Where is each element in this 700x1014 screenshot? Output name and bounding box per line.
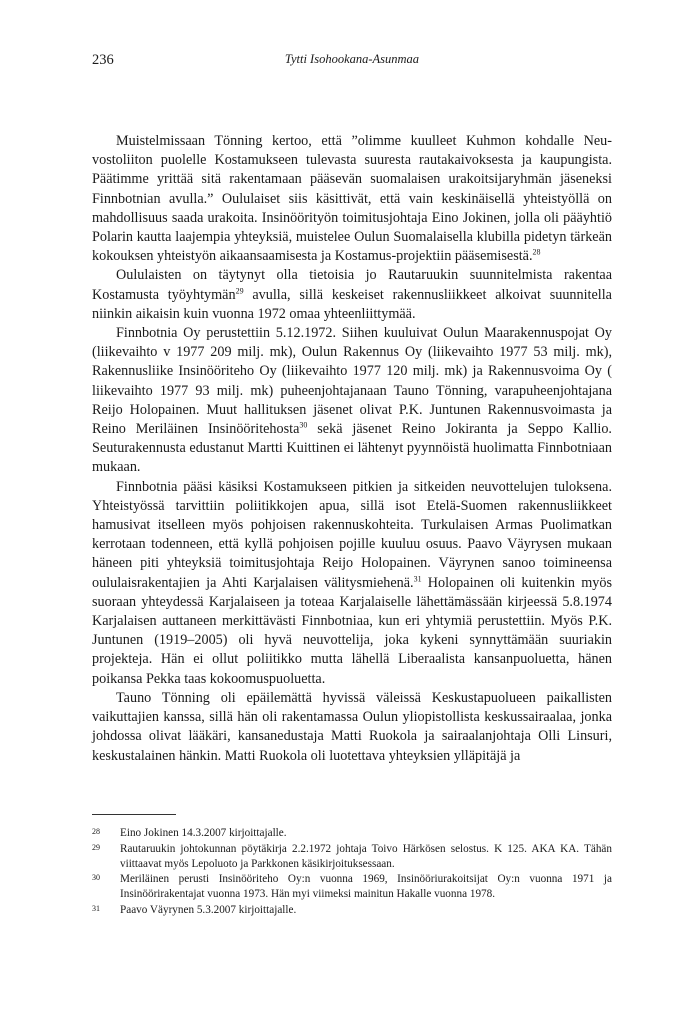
footnote-divider	[92, 814, 176, 815]
body-text	[92, 132, 612, 766]
paragraph: Muistelmissaan Tönning kertoo, että ”olimme kuulleet Kuhmon kohdalle Neuvostoliiton puolelle Kostamukseen tulevasta suuresta rautakaivoksesta ja kaupungista. Päätimme yrittää sitä rakentamaan pääsevän suomalaisen urakoitsijaryhmän jäseneksi Finnbotnian avulla.” Oululaiset siis käsittivät, että vain keskinäisellä yhteistyöllä on mahdollisuus saada urakoita. Insinöörityön toimitusjohtaja Eino Jokinen, jolla oli pääyhtiö Polarin kautta laajempia yhteyksiä, muistelee Oulun Suomalaisella klubilla pidetyn tärkeän kokouksen yhteistyön aikaansaamisesta ja Kostamus-projektiin pääsemisestä.$^{28}$	[92, 133, 612, 265]
footnotes	[92, 826, 612, 918]
paragraph: Finnbotnia Oy perustettiin 5.12.1972. Siihen kuuluivat Oulun Maarakennuspojat Oy (liikevaihto v 1977 209 milj. mk), Oulun Rakennus Oy (liikevaihto 1977 53 milj. mk), Rakennusliike Insinööriteho Oy (liikevaihto 1977 120 milj. mk) ja Rakennusvoima Oy ( liikevaihto 1977 93 milj. mk) puheenjohtajanaan Tauno Tönning, varapuheenjohtajana Reijo Holopainen. Muut hallituksen jäsenet olivat P.K. Juntunen Rakennusvoimasta ja Reino Meriläinen Insinööritehosta$^{30}$ sekä jäsenet Reino Jokiranta ja Seppo Kallio. Seuturakennusta edustanut Martti Kuittinen ei lähtenyt pyynnöistä huolimatta Finnbotniaan mukaan.	[92, 325, 612, 476]
footnote-number: 31	[92, 903, 100, 913]
footnote-ref[interactable]: 31	[413, 573, 422, 583]
footnote-ref[interactable]: 29	[235, 285, 244, 295]
paragraph: Tauno Tönning oli epäilemättä hyvissä väleissä Keskustapuolueen paikallisten vaikuttajien kanssa, sillä hän oli rakentamassa Oulun yliopistollista keskussairaalaa, jonka johdossa olivat lääkäri, kansanedustaja Matti Ruokola ja sairaalanjohtaja Olli Linsuri, keskustalainen hänkin. Matti Ruokola oli luotettava yhteyksien ylläpitäjä ja	[92, 689, 612, 764]
footnote-number: 29	[92, 842, 100, 852]
footnote	[92, 872, 612, 902]
footnote-text: Eino Jokinen 14.3.2007 kirjoittajalle.	[120, 827, 287, 839]
footnote	[92, 842, 612, 872]
running-head: Tytti Isohookana-Asunmaa	[284, 52, 420, 66]
footnote-text: Paavo Väyrynen 5.3.2007 kirjoittajalle.	[120, 903, 297, 916]
paragraph: Finnbotnia pääsi käsiksi Kostamukseen pitkien ja sitkeiden neuvottelujen tuloksena. Yhteistyössä tarvittiin poliitikkojen apua, sillä isot Etelä-Suomen rakennusliikkeet hamusivat itselleen myös pohjoisen rakennuskohteita. Turkulaisen Armas Puolimatkan kerrotaan todenneen, että kyllä pohjoisen pojille kuuluu osuus. Paavo Väyrysen mukaan häneen piti yhteyksiä toimitusjohtaja Reijo Holopainen. Väyrynen sanoo toimineensa oululaisrakentajien ja Ahti Karjalaisen välitysmiehenä.$^{31}$ Holopainen oli kuitenkin myös suoraan yhteydessä Karjalaiseen ja toteaa Karjalaiselle lähettämässään kirjeessä 5.8.1974 Karjalaisen auttaneen merkittävästi Finnbotniaa, kun eri yhtymiä perustettiin. Myös P.K. Juntunen (1919–2005) oli hyvä neuvottelija, joka kykeni synnyttämään suuriakin projekteja. Hän ei ollut poliitikko mutta lähellä Liberaalista kansanpuoluetta, hänen poikansa Pekka taas kokoomuspuoluetta.	[92, 478, 612, 687]
footnote-text: Meriläinen perusti Insinööriteho Oy:n vuonna 1969, Insinööriurakoitsijat Oy:n vuonna 1971 ja Insinöörirakentajat vuonna 1973. Hän myi viimeksi mainitun Hakalle vuonna 1978.	[120, 873, 612, 900]
footnote-ref[interactable]: 30	[299, 420, 308, 430]
footnote-number: 28	[92, 827, 100, 836]
paragraph: Oululaisten on täytynyt olla tietoisia jo Rautaruukin suunnitelmista rakentaa Kostamusta työyhtymän$^{29}$ avulla, sillä keskeiset rakennusliikkeet alkoivat suunnitella niinkin aikaisin kuin vuonna 1972 omaa yhteenliittymää.	[92, 267, 612, 322]
footnote-number: 30	[92, 873, 100, 882]
footnote	[92, 903, 612, 918]
page-header	[92, 52, 612, 72]
footnote-text: Rautaruukin johtokunnan pöytäkirja 2.2.1972 johtaja Toivo Härkösen selostus. K 125. AKA KA. Tähän viittaavat myös Lepoluoto ja Parkkonen käsikirjoituksessaan.	[120, 842, 612, 870]
footnote	[92, 826, 612, 841]
footnote-ref[interactable]: 28	[532, 247, 541, 257]
page-number: 236	[92, 52, 114, 68]
